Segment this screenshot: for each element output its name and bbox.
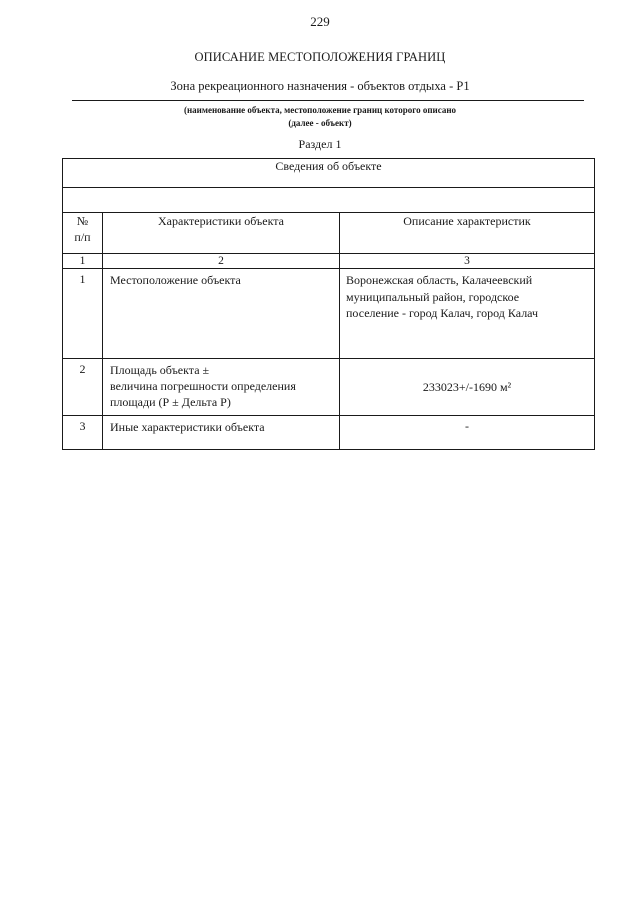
caption-line-2: (далее - объект) [288,118,352,128]
section-label: Раздел 1 [298,137,342,151]
row-number: 2 [63,359,103,416]
table-heading: Сведения об объекте [63,159,595,188]
document-title: ОПИСАНИЕ МЕСТОПОЛОЖЕНИЯ ГРАНИЦ [194,50,446,64]
row-characteristic [103,269,340,359]
column-header-num-line-1: № [76,214,89,228]
table-row [63,269,595,359]
column-header-characteristics: Характеристики объекта [103,213,340,254]
caption-line-1: (наименование объекта, местоположение границ которого описано [183,105,457,115]
table-heading-row [63,159,595,188]
column-header-num [63,213,103,254]
row-characteristic [103,359,340,416]
column-number: 2 [103,254,340,269]
characteristic-line: Площадь объекта ± [110,363,210,377]
row-value [340,359,595,416]
value-line: поселение - город Калач, город Калач [346,306,539,320]
row-number: 3 [63,416,103,450]
table-blank-row [63,188,595,213]
value-line: 233023+/-1690 м² [422,379,512,394]
characteristic-line: площади (Р ± Дельта Р) [110,395,231,409]
characteristic-line: величина погрешности определения [110,379,296,393]
row-value [340,416,595,450]
value-line: муниципальный район, городское [346,289,520,304]
page-number: 229 [310,14,330,29]
column-header-num-line-2: п/п [74,230,91,244]
row-value [340,269,595,359]
characteristic-line: Местоположение объекта [110,273,241,287]
object-info-table [62,158,595,450]
blank-cell [63,188,595,213]
column-number: 1 [63,254,103,269]
value-line: Воронежская область, Калачеевский [346,273,533,287]
title-underline [72,100,584,101]
column-header-row [63,213,595,254]
characteristic-line: Иные характеристики объекта [110,420,265,434]
zone-name: Зона рекреационного назначения - объектов отдыха - Р1 [170,79,470,93]
column-numbers-row [63,254,595,269]
column-number: 3 [340,254,595,269]
row-number: 1 [63,269,103,359]
value-line: - [465,419,469,433]
column-header-description: Описание характеристик [340,213,595,254]
table-row [63,416,595,450]
object-caption [0,104,640,130]
table-row [63,359,595,416]
row-characteristic [103,416,340,450]
